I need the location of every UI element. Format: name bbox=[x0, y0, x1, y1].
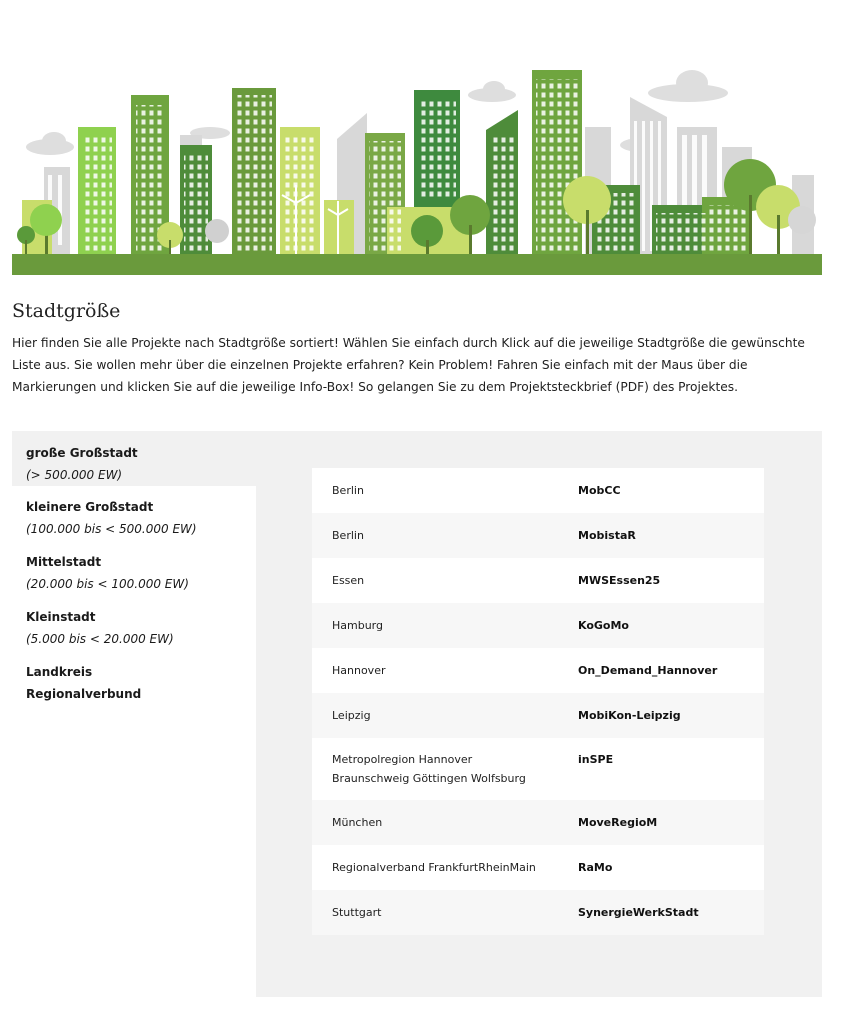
tab-grosse-grossstadt[interactable] bbox=[12, 431, 256, 486]
city-cell: Hannover bbox=[332, 664, 386, 677]
city-cell bbox=[312, 738, 578, 800]
city-cell: Essen bbox=[332, 574, 365, 587]
tab-title: Kleinstadt bbox=[26, 610, 96, 624]
city-size-tabs bbox=[12, 431, 256, 997]
tab-mittelstadt[interactable] bbox=[12, 551, 256, 595]
tab-landkreis-regionalverbund[interactable] bbox=[12, 661, 256, 705]
tab-title-regionalverbund: Regionalverbund bbox=[26, 687, 142, 701]
city-line-1: Metropolregion Hannover bbox=[332, 753, 473, 766]
project-link[interactable]: SynergieWerkStadt bbox=[578, 906, 699, 919]
tab-title: große Großstadt bbox=[26, 446, 138, 460]
city-cell: Stuttgart bbox=[332, 906, 382, 919]
tab-title: kleinere Großstadt bbox=[26, 500, 154, 514]
tab-title-landkreis: Landkreis bbox=[26, 665, 93, 679]
project-link[interactable]: On_Demand_Hannover bbox=[578, 664, 718, 677]
city-cell: Berlin bbox=[332, 484, 364, 497]
city-cell: Berlin bbox=[332, 529, 364, 542]
table-row[interactable] bbox=[312, 648, 764, 693]
tab-title: Mittelstadt bbox=[26, 555, 102, 569]
tab-kleinstadt[interactable] bbox=[12, 606, 256, 650]
table-row[interactable] bbox=[312, 693, 764, 738]
table-row[interactable] bbox=[312, 603, 764, 648]
tab-subtitle: (20.000 bis < 100.000 EW) bbox=[26, 577, 189, 591]
table-row[interactable] bbox=[312, 800, 764, 845]
project-link[interactable]: KoGoMo bbox=[578, 619, 629, 632]
table-row[interactable] bbox=[312, 468, 764, 513]
page-title: Stadtgröße bbox=[12, 300, 121, 322]
tab-subtitle: (> 500.000 EW) bbox=[26, 468, 123, 482]
tab-subtitle: (5.000 bis < 20.000 EW) bbox=[26, 632, 174, 646]
city-cell: Regionalverband FrankfurtRheinMain bbox=[332, 861, 536, 874]
project-link[interactable]: MobistaR bbox=[578, 529, 636, 542]
inactive-tab-list bbox=[12, 486, 256, 997]
city-cell: Leipzig bbox=[332, 709, 371, 722]
tab-subtitle: (100.000 bis < 500.000 EW) bbox=[26, 522, 197, 536]
city-line-2: Braunschweig Göttingen Wolfsburg bbox=[332, 772, 526, 785]
project-table bbox=[312, 468, 764, 935]
project-link[interactable]: MWSEssen25 bbox=[578, 574, 661, 587]
table-row[interactable] bbox=[312, 513, 764, 558]
project-link[interactable]: RaMo bbox=[578, 861, 613, 874]
city-cell: München bbox=[332, 816, 383, 829]
city-cell: Hamburg bbox=[332, 619, 383, 632]
project-link[interactable]: MoveRegioM bbox=[578, 816, 658, 829]
project-link[interactable]: MobiKon-Leipzig bbox=[578, 709, 681, 722]
city-skyline-banner bbox=[12, 55, 822, 275]
tab-kleinere-grossstadt[interactable] bbox=[12, 496, 256, 540]
table-row[interactable] bbox=[312, 845, 764, 890]
project-link[interactable]: inSPE bbox=[578, 753, 614, 766]
project-link[interactable]: MobCC bbox=[578, 484, 621, 497]
table-row[interactable] bbox=[312, 558, 764, 603]
table-row[interactable] bbox=[312, 738, 764, 800]
city-size-panel bbox=[12, 431, 822, 997]
green-city-skyline-icon bbox=[12, 55, 822, 275]
table-row[interactable] bbox=[312, 890, 764, 935]
intro-paragraph: Hier finden Sie alle Projekte nach Stadtgröße sortiert! Wählen Sie einfach durch Klick auf die jeweilige Stadtgröße die gewünschte Liste aus. Sie wollen mehr über die einzelnen Projekte erfahren? Kein Problem! Fahren Sie einfach mit der Maus über die Markierungen und klicken Sie auf die jeweilige Info-Box! So gelangen Sie zu dem Projektsteckbrief (PDF) des Projektes. bbox=[12, 336, 805, 394]
